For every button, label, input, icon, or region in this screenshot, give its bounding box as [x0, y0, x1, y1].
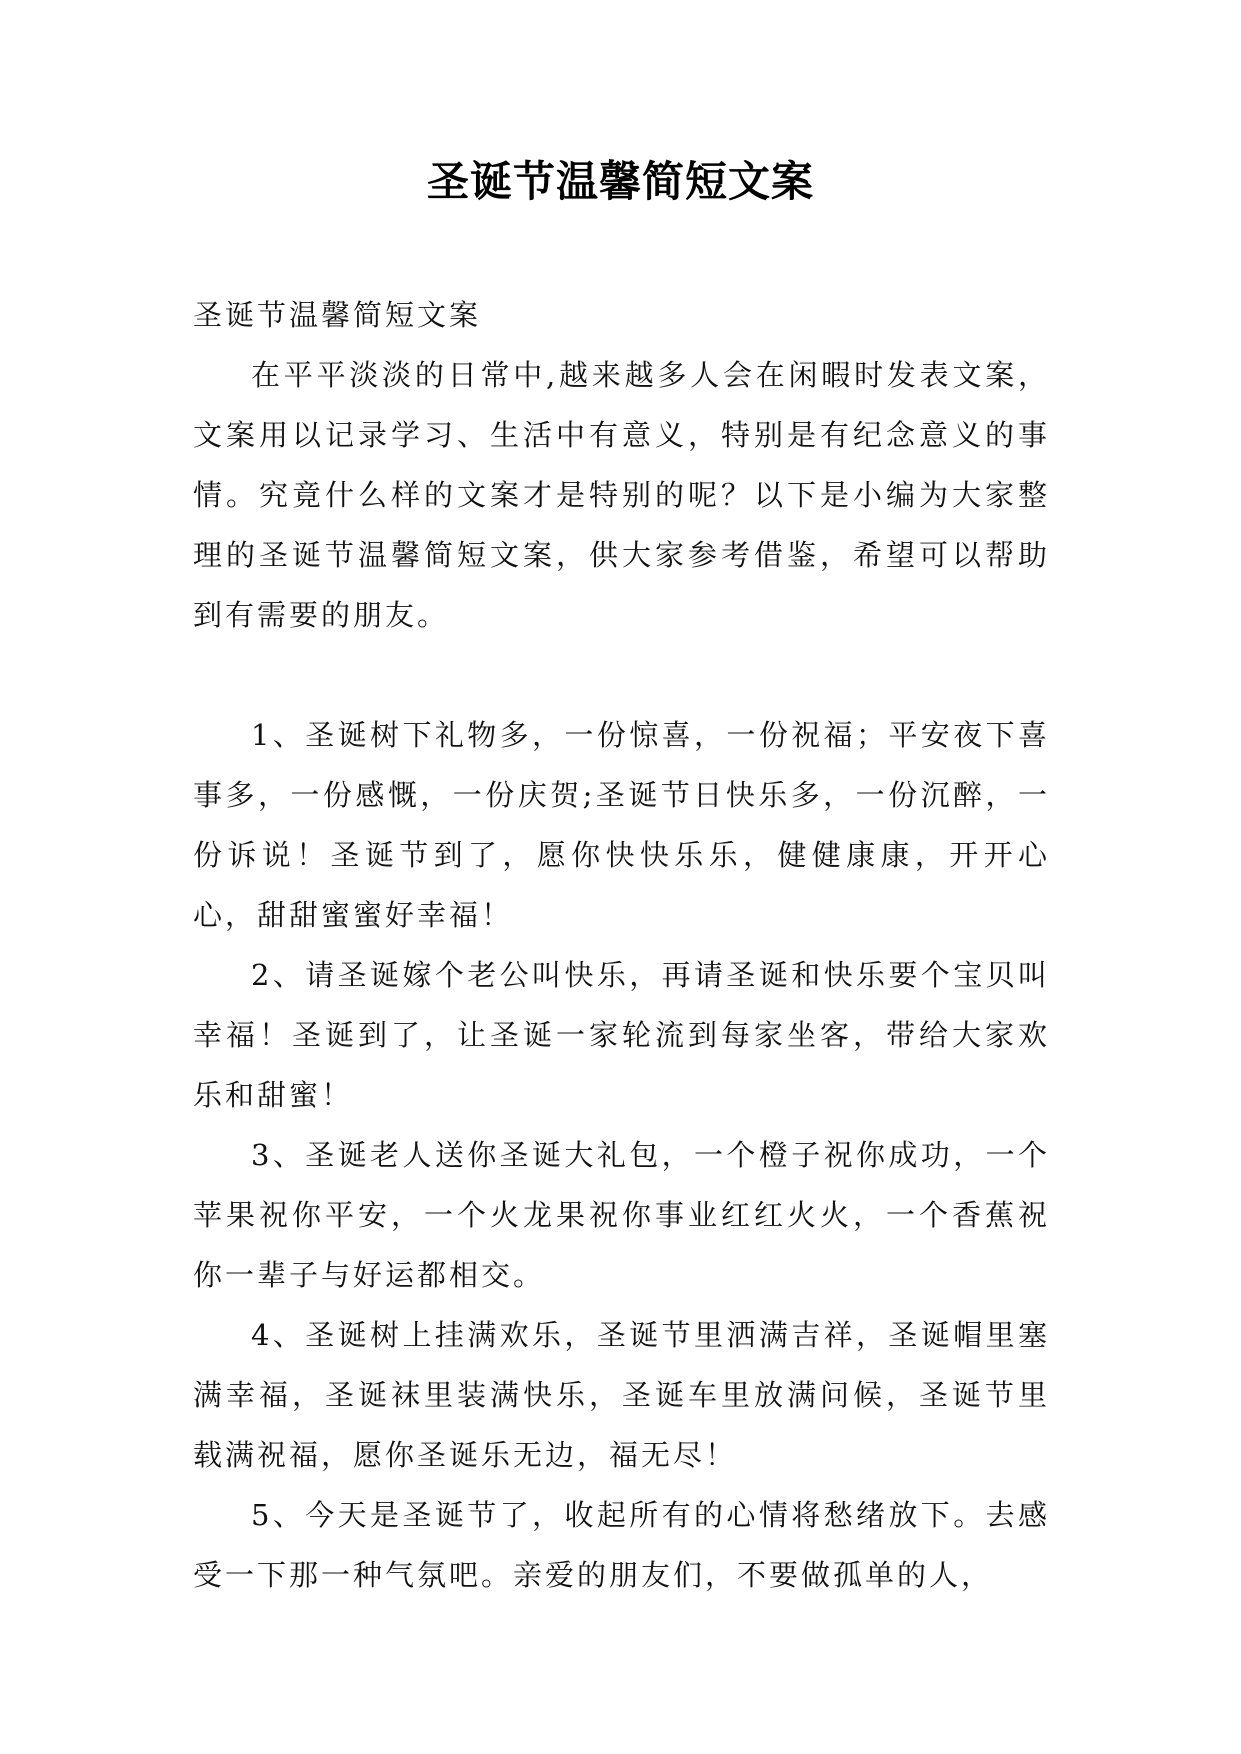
- paragraph-spacer: [193, 645, 1050, 705]
- document-subtitle: 圣诞节温馨简短文案: [193, 298, 482, 332]
- list-item: 2、请圣诞嫁个老公叫快乐，再请圣诞和快乐要个宝贝叫幸福！圣诞到了，让圣诞一家轮流到每家坐客，带给大家欢乐和甜蜜！: [193, 958, 1050, 1112]
- list-item: 3、圣诞老人送你圣诞大礼包，一个橙子祝你成功，一个苹果祝你平安，一个火龙果祝你事业红红火火，一个香蕉祝你一辈子与好运都相交。: [193, 1138, 1050, 1292]
- list-item: 1、圣诞树下礼物多，一份惊喜，一份祝福；平安夜下喜事多，一份感慨，一份庆贺;圣诞节日快乐多，一份沉醉，一份诉说！圣诞节到了，愿你快快乐乐，健健康康，开开心心，甜甜蜜蜜好幸福！: [193, 718, 1050, 932]
- document-body: [193, 285, 1050, 1605]
- document-title: 圣诞节温馨简短文案: [426, 157, 814, 206]
- list-item: 5、今天是圣诞节了，收起所有的心情将愁绪放下。去感受一下那一种气氛吧。亲爱的朋友们，不要做孤单的人，: [193, 1498, 1050, 1592]
- intro-paragraph: 在平平淡淡的日常中,越来越多人会在闲暇时发表文案，文案用以记录学习、生活中有意义，特别是有纪念意义的事情。究竟什么样的文案才是特别的呢？以下是小编为大家整理的圣诞节温馨简短文案，供大家参考借鉴，希望可以帮助到有需要的朋友。: [193, 358, 1050, 632]
- list-item: 4、圣诞树上挂满欢乐，圣诞节里洒满吉祥，圣诞帽里塞满幸福，圣诞袜里装满快乐，圣诞车里放满问候，圣诞节里载满祝福，愿你圣诞乐无边，福无尽！: [193, 1318, 1050, 1472]
